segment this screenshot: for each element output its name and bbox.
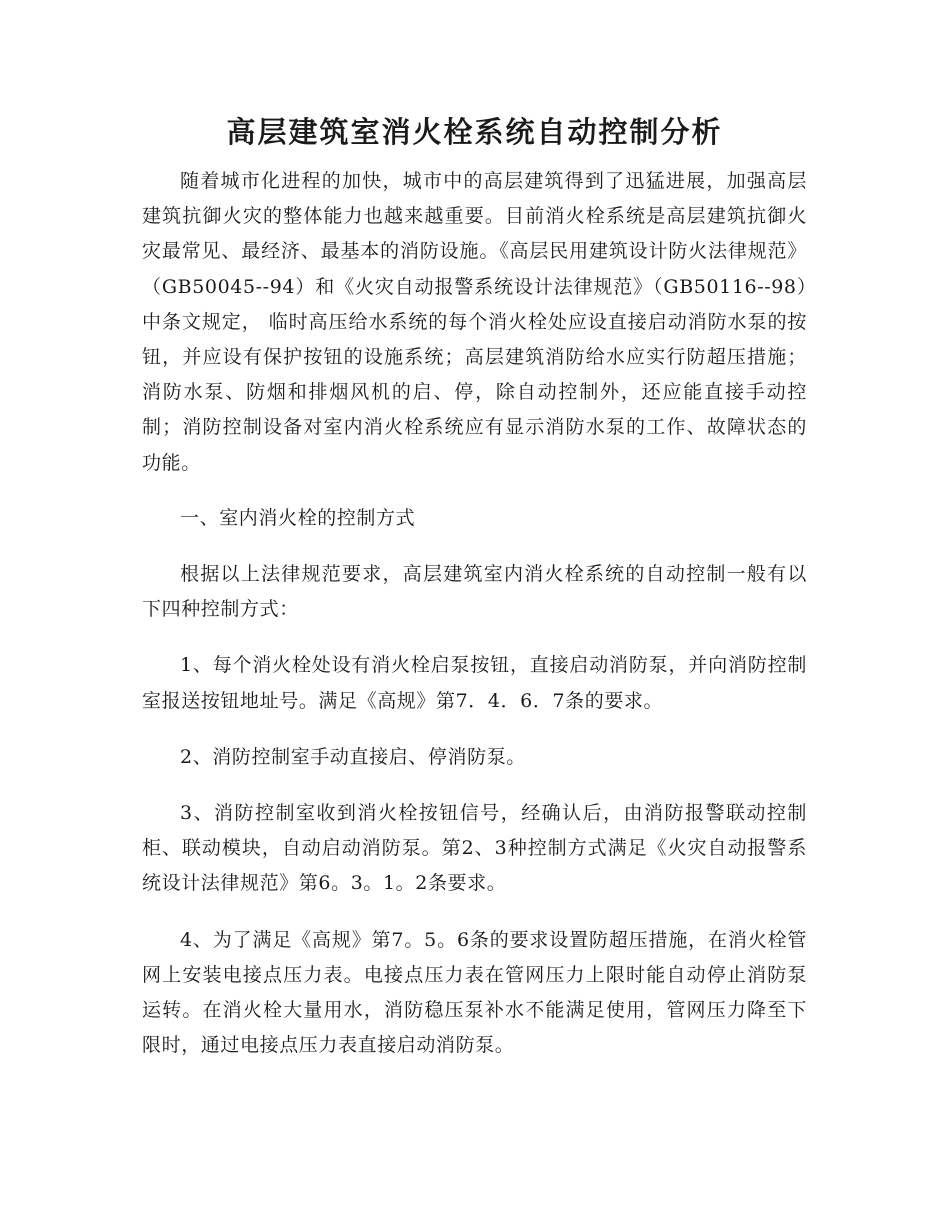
list-item-4: 4、为了满足《高规》第7。5。6条的要求设置防超压措施，在消火栓管网上安装电接点压力表。电接点压力表在管网压力上限时能自动停止消防泵运转。在消火栓大量用水，消防稳压泵补水不能满足使用，管网压力降至下限时，通过电接点压力表直接启动消防泵。 bbox=[142, 928, 807, 1057]
paragraph-requirements: 根据以上法律规范要求，高层建筑室内消火栓系统的自动控制一般有以下四种控制方式： bbox=[142, 563, 807, 621]
document-title: 高层建筑室消火栓系统自动控制分析 bbox=[226, 115, 723, 149]
document-page bbox=[142, 110, 807, 1063]
list-item-1: 1、每个消火栓处设有消火栓启泵按钮，直接启动消防泵，并向消防控制室报送按钮地址号。满足《高规》第7．4．6．7条的要求。 bbox=[142, 654, 807, 712]
paragraph-intro: 随着城市化进程的加快，城市中的高层建筑得到了迅猛进展，加强高层建筑抗御火灾的整体能力也越来越重要。目前消火栓系统是高层建筑抗御火灾最常见、最经济、最基本的消防设施。《高层民用建筑设计防火法律规范》（GB50045--94）和《火灾自动报警系统设计法律规范》（GB50116--98）中条文规定， 临时高压给水系统的每个消火栓处应设直接启动消防水泵的按钮，并应设有保护按钮的设施系统；高层建筑消防给水应实行防超压措施；消防水泵、防烟和排烟风机的启、停，除自动控制外，还应能直接手动控制；消防控制设备对室内消火栓系统应有显示消防水泵的工作、故障状态的功能。 bbox=[142, 170, 807, 474]
list-item-2: 2、消防控制室手动直接启、停消防泵。 bbox=[180, 745, 526, 768]
list-item-3: 3、消防控制室收到消火栓按钮信号，经确认后，由消防报警联动控制柜、联动模块，自动启动消防泵。第2、3种控制方式满足《火灾自动报警系统设计法律规范》第6。3。1。2条要求。 bbox=[142, 802, 807, 895]
section-heading: 一、室内消火栓的控制方式 bbox=[180, 506, 416, 529]
